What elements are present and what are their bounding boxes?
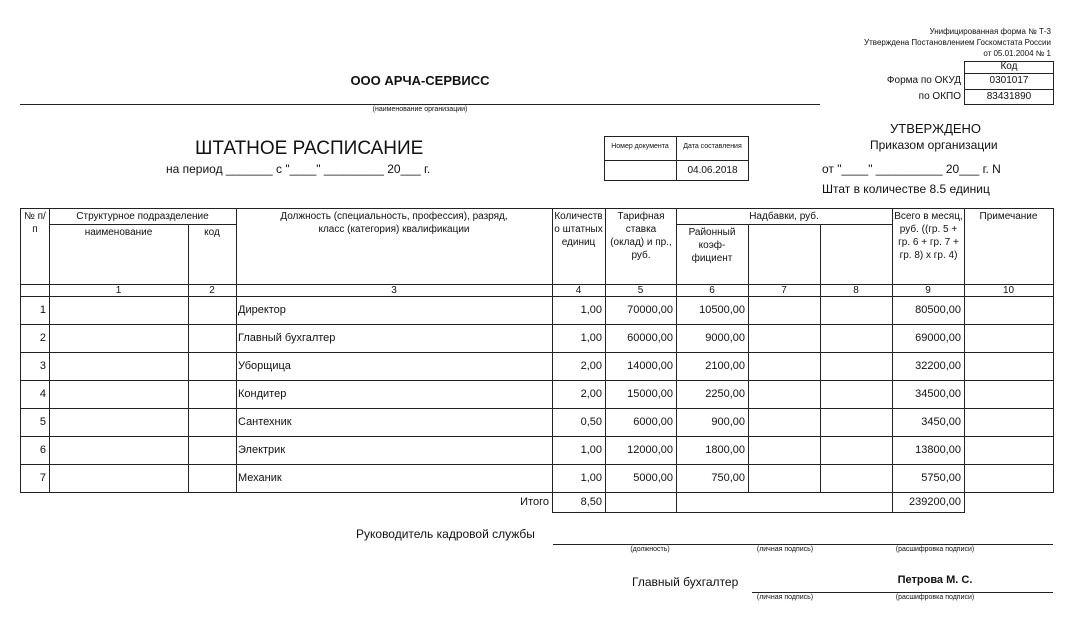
row-total: 3450,00 <box>921 416 961 428</box>
row-total: 13800,00 <box>915 444 961 456</box>
header-position: Должность (специальность, профессия), разряд, класс (категория) квалификации <box>280 211 508 235</box>
row-tariff: 60000,00 <box>627 332 673 344</box>
row-regional: 900,00 <box>711 416 745 428</box>
row-num: 6 <box>39 444 46 456</box>
form-info-line2: Утверждена Постановлением Госкомстата России <box>864 38 1051 47</box>
row-position: Кондитер <box>238 388 287 400</box>
row-position: Электрик <box>238 444 286 456</box>
date-value: 04.06.2018 <box>687 165 738 176</box>
okud-value: 0301017 <box>989 75 1029 86</box>
row-tariff: 70000,00 <box>627 304 673 316</box>
header-division-code: код <box>204 227 220 238</box>
row-quantity: 1,00 <box>580 304 602 316</box>
row-num: 1 <box>39 304 46 316</box>
row-position: Уборщица <box>238 360 291 372</box>
row-regional: 2250,00 <box>705 388 745 400</box>
row-position: Главный бухгалтер <box>238 332 336 344</box>
row-quantity: 0,50 <box>580 416 602 428</box>
row-total: 32200,00 <box>915 360 961 372</box>
row-num: 4 <box>39 388 46 400</box>
row-tariff: 14000,00 <box>627 360 673 372</box>
signature-caption-2: (личная подпись) <box>756 594 814 601</box>
header-note: Примечание <box>979 211 1038 222</box>
row-quantity: 1,00 <box>580 444 602 456</box>
column-number: 2 <box>209 285 215 296</box>
column-number: 5 <box>637 285 644 296</box>
staff-count: Штат в количестве 8.5 единиц <box>822 182 990 196</box>
header-regional: Районный коэф-фициент <box>688 227 736 264</box>
signature-caption: (личная подпись) <box>756 546 814 553</box>
decoding-caption: (расшифровка подписи) <box>895 546 975 553</box>
header-division-name: наименование <box>84 227 153 238</box>
organization-name: ООО АРЧА-СЕРВИСС <box>350 73 490 88</box>
row-regional: 2100,00 <box>705 360 745 372</box>
column-number: 10 <box>1002 285 1015 296</box>
row-position: Сантехник <box>238 416 292 428</box>
row-quantity: 2,00 <box>580 360 602 372</box>
okud-label: Форма по ОКУД <box>886 75 961 86</box>
header-tariff: Тарифная ставка (оклад) и пр., руб. <box>610 211 672 261</box>
totals-quantity: 8,50 <box>580 496 602 508</box>
accountant-name: Петрова М. С. <box>897 574 973 586</box>
decoding-caption-2: (расшифровка подписи) <box>895 594 975 601</box>
column-number: 9 <box>925 285 931 296</box>
row-quantity: 1,00 <box>580 332 602 344</box>
row-tariff: 12000,00 <box>627 444 673 456</box>
row-position: Директор <box>238 304 286 316</box>
header-division: Структурное подразделение <box>76 211 209 222</box>
totals-label: Итого <box>520 496 549 508</box>
column-number: 1 <box>115 285 122 296</box>
form-info-line3: от 05.01.2004 № 1 <box>983 49 1051 58</box>
form-info <box>864 26 1051 59</box>
form-info-line1: Унифицированная форма № Т-3 <box>929 27 1051 36</box>
row-total: 34500,00 <box>915 388 961 400</box>
row-num: 5 <box>39 416 46 428</box>
row-position: Механик <box>238 472 282 484</box>
okpo-label: по ОКПО <box>918 91 961 102</box>
row-regional: 750,00 <box>711 472 745 484</box>
approval-title: УТВЕРЖДЕНО <box>890 121 982 136</box>
period-text: на период _______ с "____" _________ 20___ г. <box>166 162 431 176</box>
hr-head-label: Руководитель кадровой службы <box>356 527 535 541</box>
column-number: 8 <box>853 285 859 296</box>
position-caption: (должность) <box>630 546 670 553</box>
header-total: Всего в месяц, руб. ((гр. 5 + гр. 6 + гр. 7 + гр. 8) х гр. 4) <box>894 211 963 261</box>
doc-number-label: Номер документа <box>611 143 669 150</box>
column-number: 7 <box>781 285 787 296</box>
row-num: 7 <box>39 472 46 484</box>
document-title: ШТАТНОЕ РАСПИСАНИЕ <box>195 138 424 159</box>
header-quantity: Количество штатных единиц <box>554 211 603 248</box>
okpo-value: 83431890 <box>986 91 1032 102</box>
row-tariff: 5000,00 <box>633 472 673 484</box>
row-quantity: 1,00 <box>580 472 602 484</box>
row-tariff: 6000,00 <box>633 416 673 428</box>
column-number: 3 <box>391 285 397 296</box>
accountant-label: Главный бухгалтер <box>632 575 739 589</box>
row-num: 3 <box>39 360 46 372</box>
header-allowances: Надбавки, руб. <box>749 211 819 222</box>
row-total: 5750,00 <box>921 472 961 484</box>
header-num: № п/п <box>24 211 46 235</box>
row-quantity: 2,00 <box>580 388 602 400</box>
kod-label: Код <box>1000 61 1018 72</box>
organization-caption: (наименование организации) <box>372 106 468 113</box>
column-number: 4 <box>575 285 582 296</box>
row-total: 69000,00 <box>915 332 961 344</box>
row-total: 80500,00 <box>915 304 961 316</box>
approval-order-date: от "____" __________ 20___ г. N <box>822 162 1001 176</box>
row-regional: 9000,00 <box>705 332 745 344</box>
row-regional: 10500,00 <box>699 304 745 316</box>
approval-order: Приказом организации <box>870 138 998 152</box>
column-number: 6 <box>709 285 715 296</box>
date-label: Дата составления <box>683 143 742 150</box>
totals-sum: 239200,00 <box>909 496 961 508</box>
row-regional: 1800,00 <box>705 444 745 456</box>
row-tariff: 15000,00 <box>627 388 673 400</box>
row-num: 2 <box>39 332 46 344</box>
